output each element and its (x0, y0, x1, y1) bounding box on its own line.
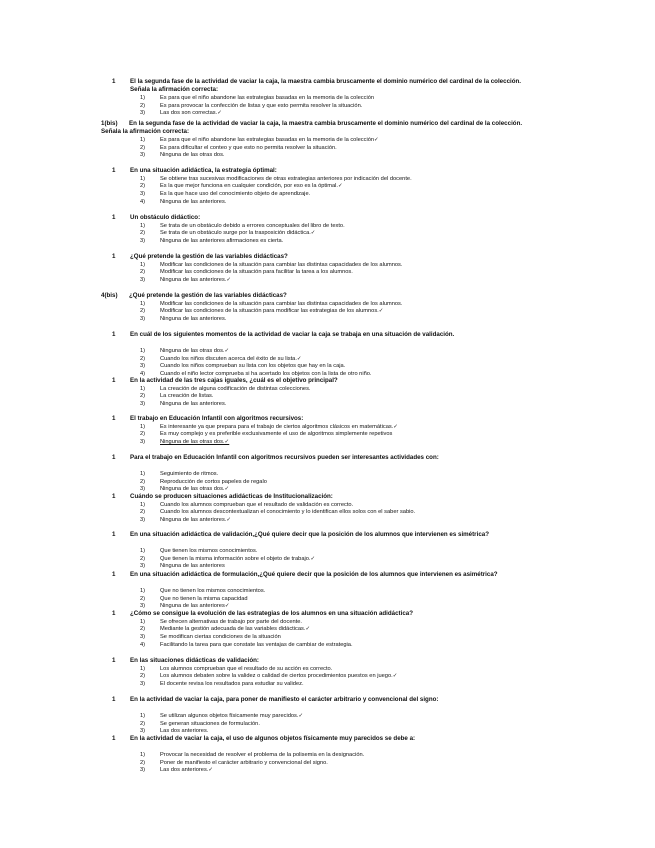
option-number: 1) (140, 261, 146, 268)
option-text: La creación de alguna codificación de distintas colecciones. (160, 385, 311, 392)
option-number: 2) (140, 183, 146, 190)
answer-option (140, 103, 530, 111)
answer-option (140, 556, 530, 564)
question-number: 1 (112, 214, 116, 221)
answer-options (140, 424, 530, 447)
answer-option (140, 269, 530, 277)
answer-option (140, 760, 530, 768)
question-number: 1 (112, 610, 116, 617)
answer-option (140, 767, 530, 775)
question-text: ¿Qué pretende la gestión de las variables didácticas? (129, 292, 287, 299)
answer-option (140, 509, 530, 517)
option-text: Poner de manifiesto el carácter arbitrario y convencional del signo. (160, 759, 328, 766)
option-text: Se utilizan algunos objetos físicamente muy parecidos.✓ (160, 713, 304, 720)
option-text: Es para dificultar el conteo y que esto no permita resolver la situación. (160, 144, 337, 151)
answer-option (140, 502, 530, 510)
option-number: 3) (140, 728, 146, 735)
option-text: Ninguna de las anteriores✓ (160, 603, 230, 610)
question-text: ¿Qué pretende la gestión de las variables didácticas? (130, 253, 288, 260)
question-number: 1 (112, 531, 116, 538)
option-text: Cuando los niños comprueban su lista con los objetos que hay en la caja. (160, 363, 346, 370)
answer-options (140, 502, 530, 525)
answer-option (140, 176, 530, 184)
answer-options (140, 471, 530, 494)
option-text: Cuando los alumnos descontextualizan el conocimiento y lo identifican ellos solos con el saber sabio. (160, 509, 416, 516)
option-number: 4) (140, 198, 146, 205)
option-number: 1) (140, 618, 146, 625)
option-text: Es la que hace uso del conocimiento objeto de aprendizaje. (160, 191, 311, 198)
option-number: 3) (140, 152, 146, 159)
answer-option (140, 386, 530, 394)
option-text: Que tienen los mismos conocimientos. (160, 548, 258, 555)
option-text: Modificar las condiciones de la situación para facilitar la tarea a los alumnos. (160, 269, 353, 276)
question-text: Para el trabajo en Educación Infantil con algoritmos recursivos pueden ser interesantes actividades con: (130, 454, 439, 461)
answer-option (140, 110, 530, 118)
answer-option (140, 681, 530, 689)
option-text: Es interesante ya que prepara para el trabajo de ciertos algoritmos clásicos en matemáticas.✓ (160, 423, 399, 430)
question-text: En una situación adidáctica de formulación,¿Qué quiere decir que la posición de los alumnos que intervienen es asimétrica? (130, 571, 498, 578)
option-number: 2) (140, 509, 146, 516)
option-text: Ninguna de las anteriores.✓ (160, 277, 232, 284)
option-text: Cuando el niño lector comprueba si ha acertado los objetos con la lista de otro niño. (160, 371, 372, 378)
option-text: Seguimiento de ritmos. (160, 471, 219, 478)
option-text: Ninguna de las otras dos.✓ (160, 348, 230, 355)
option-number: 2) (140, 759, 146, 766)
answer-option (140, 348, 530, 356)
answer-option (140, 95, 530, 103)
option-number: 3) (140, 316, 146, 323)
question-text: ¿Cómo se consigue la evolución de las estrategias de los alumnos en una situación adidáctica? (130, 610, 413, 617)
question-number: 1 (112, 571, 116, 578)
answer-option (140, 626, 530, 634)
answer-option (140, 308, 530, 316)
question-text: El la segunda fase de la actividad de vaciar la caja, la maestra cambia bruscamente el dominio numérico del cardinal de la colección. Señala la afirmación correcta: (130, 78, 522, 94)
answer-option (140, 752, 530, 760)
option-number: 3) (140, 363, 146, 370)
answer-option (140, 713, 530, 721)
answer-option (140, 588, 530, 596)
option-number: 2) (140, 308, 146, 315)
answer-option (140, 393, 530, 401)
answer-option (140, 145, 530, 153)
question-text: En una situación adidáctica, la estrategia óptimal: (130, 167, 277, 174)
option-number: 3) (140, 439, 146, 446)
option-number: 1) (140, 588, 146, 595)
option-text: Es muy complejo y es preferible exclusivamente el uso de algoritmos simplemente repetivos (160, 431, 393, 438)
option-text: Modificar las condiciones de la situación para modificar las estrategias de los alumnos.✓ (160, 308, 384, 315)
answer-option (140, 301, 530, 309)
option-text: Modificar las condiciones de la situación para cambiar las distintas capacidades de los alumnos. (160, 261, 403, 268)
option-number: 1) (140, 665, 146, 672)
option-text: Ninguna de las otras dos.✓ (160, 439, 230, 446)
option-number: 2) (140, 269, 146, 276)
question-text: El trabajo en Educación Infantil con algoritmos recursivos: (130, 415, 304, 422)
question-number: 1 (112, 78, 116, 85)
answer-options (140, 348, 530, 378)
option-number: 3) (140, 238, 146, 245)
answer-option (140, 401, 530, 409)
answer-option (140, 223, 530, 231)
option-text: Reproducción de cortos papeles de regalo (160, 478, 267, 485)
option-number: 3) (140, 634, 146, 641)
option-number: 1) (140, 175, 146, 182)
option-number: 2) (140, 144, 146, 151)
option-text: Es para provocar la confección de listas y que esto permita resolver la situación. (160, 102, 363, 109)
option-text: Ninguna de las anteriores afirmaciones es cierta. (160, 238, 284, 245)
answer-option (140, 563, 530, 571)
answer-options (140, 752, 530, 775)
option-number: 2) (140, 673, 146, 680)
option-number: 1) (140, 423, 146, 430)
option-number: 1) (140, 385, 146, 392)
option-text: Mediante la gestión adecuada de las variables didácticas.✓ (160, 626, 311, 633)
question-number: 1 (112, 253, 116, 260)
option-text: Cuando los niños discuten acerca del éxito de su lista.✓ (160, 355, 302, 362)
option-number: 1) (140, 95, 146, 102)
question-number: 1 (112, 167, 116, 174)
option-text: Ninguna de las otras dos. (160, 152, 225, 159)
option-text: Cuando los alumnos comprueban que el resultado de validación es correcto. (160, 501, 354, 508)
question-number: 1(bis) (101, 120, 118, 127)
answer-options (140, 386, 530, 409)
option-text: Es la que mejor funciona en cualquier condición, por eso es la óptimal.✓ (160, 183, 343, 190)
answer-options (140, 223, 530, 246)
option-number: 1) (140, 222, 146, 229)
answer-options (140, 713, 530, 736)
answer-option (140, 262, 530, 270)
option-number: 2) (140, 555, 146, 562)
option-text: Las dos anteriores.✓ (160, 767, 214, 774)
question-text: Un obstáculo didáctico: (130, 214, 201, 221)
option-number: 2) (140, 431, 146, 438)
option-number: 2) (140, 595, 146, 602)
option-text: Se modifican ciertas condiciones de la situación (160, 634, 281, 641)
answer-option (140, 137, 530, 145)
question-number: 1 (112, 696, 116, 703)
answer-options (140, 137, 530, 160)
option-number: 1) (140, 471, 146, 478)
option-text: Se ofrecen alternativas de trabajo por parte del docente. (160, 618, 302, 625)
question-text: En cuál de los siguientes momentos de la actividad de vaciar la caja se trabaja en una situación de validación. (130, 331, 455, 338)
option-number: 2) (140, 355, 146, 362)
option-text: El docente revisa los resultados para estudiar su validez. (160, 681, 304, 688)
answer-options (140, 588, 530, 611)
option-number: 1) (140, 300, 146, 307)
answer-option (140, 721, 530, 729)
answer-option (140, 363, 530, 371)
option-number: 4) (140, 641, 146, 648)
answer-options (140, 95, 530, 118)
option-number: 3) (140, 277, 146, 284)
question-number: 1 (112, 454, 116, 461)
answer-option (140, 596, 530, 604)
option-number: 3) (140, 681, 146, 688)
answer-option (140, 316, 530, 324)
option-number: 1) (140, 548, 146, 555)
option-text: Se trata de un obstáculo debido a errores conceptuales del libro de texto. (160, 222, 345, 229)
question-number: 1 (112, 331, 116, 338)
answer-option (140, 517, 530, 525)
answer-option (140, 666, 530, 674)
option-text: Que tienen la misma información sobre el objeto de trabajo.✓ (160, 555, 316, 562)
option-number: 2) (140, 393, 146, 400)
question-number: 1 (112, 377, 116, 384)
answer-options (140, 301, 530, 324)
option-text: Que no tienen los mismos conocimientos. (160, 588, 266, 595)
option-number: 2) (140, 478, 146, 485)
answer-option (140, 642, 530, 650)
option-text: Las dos son correctas.✓ (160, 110, 222, 117)
option-number: 3) (140, 191, 146, 198)
question-number: 1 (112, 493, 116, 500)
option-text: Ninguna de las anteriores (160, 563, 225, 570)
answer-option (140, 619, 530, 627)
answer-option (140, 431, 530, 439)
option-text: Ninguna de las anteriores. (160, 198, 227, 205)
option-number: 3) (140, 517, 146, 524)
question-number: 1 (112, 735, 116, 742)
question-number: 1 (112, 415, 116, 422)
option-number: 1) (140, 713, 146, 720)
option-text: Se generan situaciones de formulación. (160, 720, 260, 727)
option-number: 2) (140, 102, 146, 109)
answer-option (140, 356, 530, 364)
option-number: 3) (140, 603, 146, 610)
answer-option (140, 479, 530, 487)
option-text: Los alumnos debaten sobre la validez o calidad de ciertos procedimientos puestos en juego.✓ (160, 673, 398, 680)
option-number: 4) (140, 371, 146, 378)
question-text: En la actividad de vaciar la caja, para poner de manifiesto el carácter arbitrario y convencional del signo: (130, 696, 439, 703)
option-number: 3) (140, 563, 146, 570)
answer-option (140, 199, 530, 207)
answer-option (140, 439, 530, 447)
answer-option (140, 424, 530, 432)
answer-option (140, 548, 530, 556)
answer-option (140, 471, 530, 479)
answer-option (140, 230, 530, 238)
option-text: Se trata de un obstáculo surge por la trasposición didáctica.✓ (160, 230, 316, 237)
answer-options (140, 619, 530, 649)
option-number: 1) (140, 348, 146, 355)
question-text: En la actividad de las tres cajas iguales, ¿cuál es el objetivo principal? (130, 377, 338, 384)
question-text: En la segunda fase de la actividad de vaciar la caja, la maestra cambia bruscamente el dominio numérico del cardinal de la colección. Señala la afirmación correcta: (101, 120, 523, 136)
question-number: 1 (112, 657, 116, 664)
option-text: La creación de listas. (160, 393, 214, 400)
option-number: 2) (140, 626, 146, 633)
option-number: 1) (140, 501, 146, 508)
option-number: 1) (140, 752, 146, 759)
option-text: Provocar la necesidad de resolver el problema de la polisemia en la designación. (160, 752, 365, 759)
option-text: Ninguna de las anteriores. (160, 316, 227, 323)
answer-option (140, 277, 530, 285)
option-text: Facilitando la tarea para que constate las ventajas de cambiar de estrategia. (160, 641, 353, 648)
option-text: Ninguna de las anteriores. (160, 401, 227, 408)
answer-option (140, 191, 530, 199)
option-text: Los alumnos comprueban que el resultado de su acción es correcto. (160, 665, 333, 672)
question-text: En las situaciones didácticas de validación: (130, 657, 259, 664)
option-number: 3) (140, 486, 146, 493)
option-text: Es para que el niño abandone las estrategias basadas en la memoria de la colección (160, 95, 375, 102)
answer-option (140, 634, 530, 642)
answer-options (140, 262, 530, 285)
answer-option (140, 238, 530, 246)
question-text: Cuándo se producen situaciones adidácticas de Institucionalización: (130, 493, 333, 500)
option-text: Ninguna de las otras dos.✓ (160, 486, 230, 493)
option-number: 1) (140, 137, 146, 144)
question-number: 4(bis) (101, 292, 118, 299)
option-number: 2) (140, 720, 146, 727)
option-number: 3) (140, 767, 146, 774)
option-text: Ninguna de las anteriores.✓ (160, 517, 232, 524)
answer-options (140, 548, 530, 571)
option-text: Las dos anteriores. (160, 728, 209, 735)
option-text: Modificar las condiciones de la situación para cambiar las distintas capacidades de los alumnos. (160, 300, 403, 307)
option-text: Se obtiene tras sucesivas modificaciones de otras estrategias anteriores por indicación del docente. (160, 175, 412, 182)
question-text: En la actividad de vaciar la caja, el uso de algunos objetos físicamente muy parecidos se debe a: (130, 735, 416, 742)
option-text: Es para que el niño abandone las estrategias basadas en la memoria de la colección✓ (160, 137, 379, 144)
option-number: 3) (140, 401, 146, 408)
option-number: 2) (140, 230, 146, 237)
answer-options (140, 666, 530, 689)
answer-option (140, 152, 530, 160)
question-text: En una situación adidáctica de validación,¿Qué quiere decir que la posición de los alumnos que intervienen es simétrica? (130, 531, 489, 538)
answer-option (140, 673, 530, 681)
answer-option (140, 183, 530, 191)
answer-options (140, 176, 530, 206)
option-number: 3) (140, 110, 146, 117)
option-text: Que no tienen la misma capacidad (160, 595, 248, 602)
